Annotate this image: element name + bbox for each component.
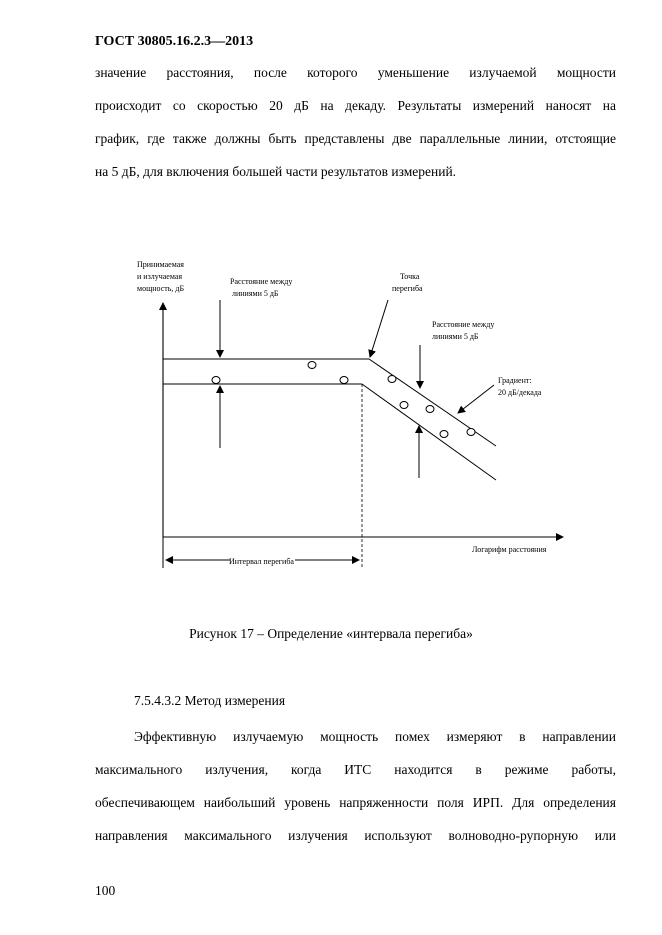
intro-line-3: график, где также должны быть представлены две параллельные линии, отстоящие [95,131,616,146]
distance-label-right-2: линиями 5 дБ [432,332,479,341]
gradient-label-1: Градиент: [498,376,532,385]
distance-label-left-2: линиями 5 дБ [232,289,279,298]
measurement-point [340,377,348,384]
section-line-4: направления максимального излучения используют волноводно-рупорную или [95,828,616,843]
distance-label-right-1: Расстояние между [432,320,495,329]
measurement-point [440,431,448,438]
measurement-point [212,377,220,384]
intro-line-4: на 5 дБ, для включения большей части результатов измерений. [95,164,457,179]
break-point-arrow [370,300,388,357]
figure-caption: Рисунок 17 – Определение «интервала перегиба» [189,626,473,641]
gradient-label-2: 20 дБ/декада [498,388,542,397]
section-heading: 7.5.4.3.2 Метод измерения [134,693,286,708]
y-axis-label-2: и излучаемая [137,272,183,281]
break-point-label-2: перегиба [392,284,423,293]
section-line-3: обеспечивающем наибольший уровень напряженности поля ИРП. Для определения [95,795,616,810]
intro-line-2: происходит со скоростью 20 дБ на декаду. Результаты измерений наносят на [95,98,616,113]
measurement-point [400,402,408,409]
y-axis-label-3: мощность, дБ [137,284,185,293]
measurement-point [388,376,396,383]
interval-label: Интервал перегиба [229,557,294,566]
x-axis-label: Логарифм расстояния [472,545,547,554]
break-point-label-1: Точка [400,272,420,281]
document-header: ГОСТ 30805.16.2.3—2013 [95,34,254,49]
measurement-point [426,406,434,413]
section-line-2: максимального излучения, когда ИТС находится в режиме работы, [95,762,616,777]
measurement-point [467,429,475,436]
distance-label-left-1: Расстояние между [230,277,293,286]
page-number: 100 [95,883,116,898]
measurement-points [212,362,475,438]
section-line-1: Эффективную излучаемую мощность помех измеряют в направлении [134,729,616,744]
gradient-arrow [458,385,494,413]
intro-line-1: значение расстояния, после которого уменьшение излучаемой мощности [95,65,616,80]
measurement-point [308,362,316,369]
y-axis-label-1: Принимаемая [137,260,184,269]
